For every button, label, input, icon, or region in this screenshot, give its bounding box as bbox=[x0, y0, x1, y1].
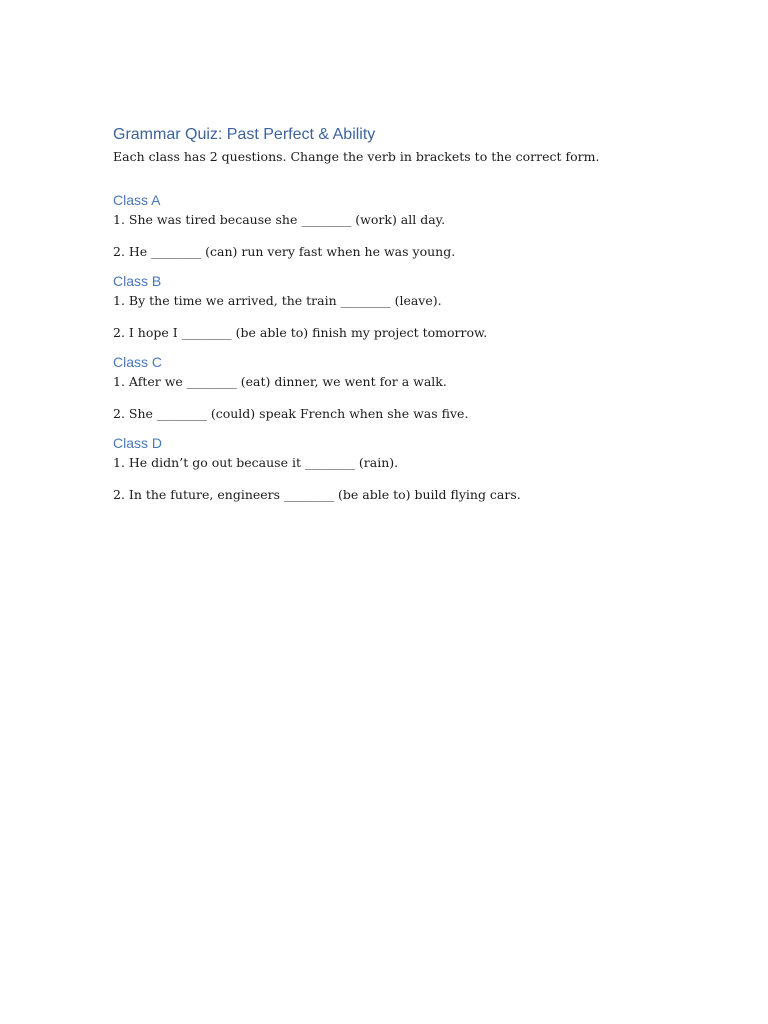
class-d-heading: Class D bbox=[113, 435, 163, 451]
class-c-heading: Class C bbox=[113, 354, 163, 370]
class-c-question-2: 2. She ________ (could) speak French when she was five. bbox=[113, 406, 469, 421]
class-b-heading: Class B bbox=[113, 273, 162, 289]
class-a-heading: Class A bbox=[113, 192, 161, 208]
class-b-question-1: 1. By the time we arrived, the train ________ (leave). bbox=[113, 293, 442, 308]
class-a-section bbox=[113, 190, 673, 261]
class-c-section bbox=[113, 352, 673, 423]
document-page bbox=[113, 124, 673, 504]
class-b-section bbox=[113, 271, 673, 342]
class-a-question-1: 1. She was tired because she ________ (work) all day. bbox=[113, 212, 446, 227]
class-d-section bbox=[113, 433, 673, 504]
class-d-question-1: 1. He didn’t go out because it ________ (rain). bbox=[113, 455, 399, 470]
page-title: Grammar Quiz: Past Perfect & Ability bbox=[113, 126, 376, 143]
class-d-question-2: 2. In the future, engineers ________ (be able to) build flying cars. bbox=[113, 487, 521, 502]
intro-text: Each class has 2 questions. Change the verb in brackets to the correct form. bbox=[113, 149, 600, 164]
class-b-question-2: 2. I hope I ________ (be able to) finish my project tomorrow. bbox=[113, 325, 488, 340]
class-a-question-2: 2. He ________ (can) run very fast when he was young. bbox=[113, 244, 456, 259]
class-c-question-1: 1. After we ________ (eat) dinner, we went for a walk. bbox=[113, 374, 447, 389]
